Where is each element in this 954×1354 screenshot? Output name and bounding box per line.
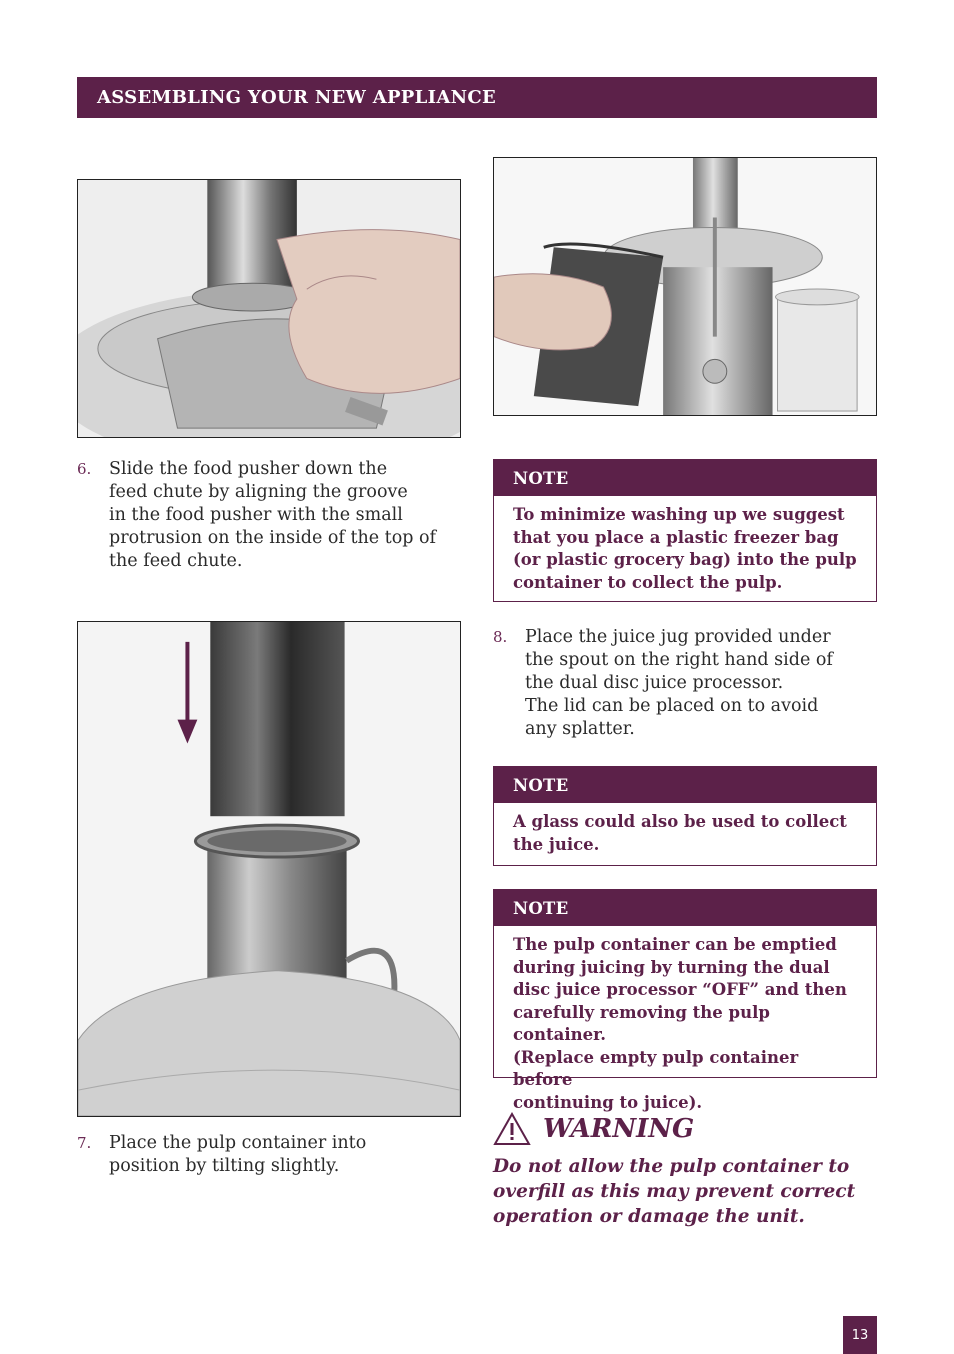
- warning-heading: [493, 1112, 883, 1146]
- step-8: [493, 626, 877, 741]
- step-6: [77, 458, 457, 573]
- note-body: The pulp container can be emptied during juicing by turning the dual disc juice processor “OFF” and then carefully removing the pulp container. (Replace empty pulp container before continuing to juice).: [513, 935, 847, 1112]
- note-body: A glass could also be used to collect the juice.: [513, 812, 847, 854]
- step-number: 8.: [493, 628, 508, 646]
- step-text: Place the pulp container into position by tilting slightly.: [109, 1133, 367, 1176]
- note-body: To minimize washing up we suggest that you place a plastic freezer bag (or plastic grocery bag) into the pulp container to collect the pulp.: [513, 505, 857, 592]
- step-text: Slide the food pusher down the feed chute by aligning the groove in the food pusher with the small protrusion on the inside of the top of the feed chute.: [109, 459, 437, 571]
- section-header: [77, 77, 877, 118]
- photo-food-pusher: [77, 179, 461, 438]
- step-number: 6.: [77, 460, 92, 478]
- note-box-glass: [493, 766, 877, 866]
- note-heading: NOTE: [494, 460, 876, 496]
- photo-pulp-container: [77, 621, 461, 1117]
- step-number: 7.: [77, 1134, 92, 1152]
- warning-title: WARNING: [543, 1114, 695, 1144]
- warning-block: [493, 1112, 883, 1229]
- warning-triangle-icon: [493, 1112, 531, 1146]
- note-heading: NOTE: [494, 767, 876, 803]
- step-text: Place the juice jug provided under the spout on the right hand side of the dual disc juice processor. The lid can be placed on to avoid any splatter.: [525, 627, 833, 739]
- note-heading: NOTE: [494, 890, 876, 926]
- page-number: 13: [843, 1316, 877, 1354]
- warning-text: Do not allow the pulp container to overfill as this may prevent correct operation or damage the unit.: [493, 1156, 856, 1227]
- section-title: ASSEMBLING YOUR NEW APPLIANCE: [97, 87, 496, 108]
- note-box-empty-pulp: [493, 889, 877, 1112]
- photo-juicer-assembly: [493, 157, 877, 416]
- note-box-plastic-bag: [493, 459, 877, 602]
- step-7: [77, 1132, 457, 1178]
